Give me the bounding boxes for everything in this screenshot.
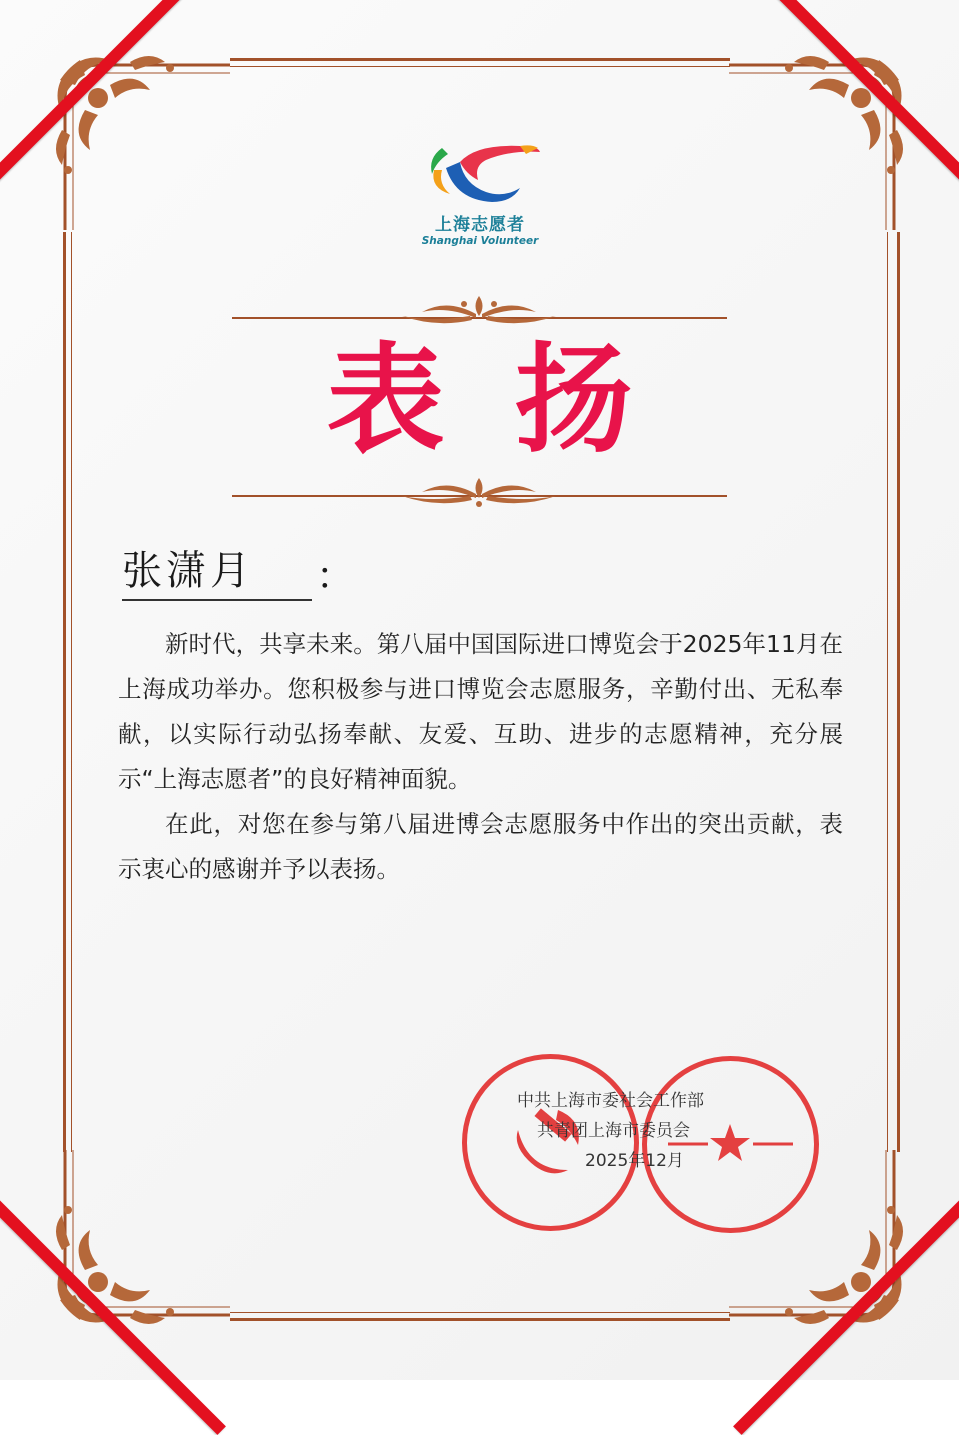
title-ornament-top-icon <box>232 288 727 328</box>
recipient-colon: ： <box>316 554 355 598</box>
issuer-name: 共青团上海市委员会 <box>537 1121 690 1141</box>
logo-name-en: Shanghai Volunteer <box>421 235 539 247</box>
frame-top-line-inner <box>230 66 730 67</box>
corner-ornament-icon <box>40 40 240 240</box>
certificate-body <box>118 622 843 892</box>
body-paragraph: 新时代，共享未来。第八届中国国际进口博览会于2025年11月在上海成功举办。您积极参与进口博览会志愿服务，辛勤付出、无私奉献，以实际行动弘扬奉献、友爱、互助、进步的志愿精神，充分展示“上海志愿者”的良好精神面貌。 <box>118 630 843 793</box>
shanghai-volunteer-emblem-icon <box>420 140 540 212</box>
issuer-name: 中共上海市委社会工作部 <box>517 1091 704 1111</box>
corner-ornament-icon <box>40 1140 240 1340</box>
corner-ornament-icon <box>719 40 919 240</box>
signature-block <box>505 1086 805 1176</box>
issue-date: 2025年12月 <box>585 1151 684 1171</box>
frame-bottom-line <box>230 1318 730 1321</box>
frame-bottom-line-inner <box>230 1312 730 1313</box>
title-ornament-bottom-icon <box>232 474 727 514</box>
frame-top-line <box>230 58 730 61</box>
recipient-name: 张潇月 <box>122 543 312 601</box>
shanghai-volunteer-logo <box>410 140 550 260</box>
certificate-title: 表扬 <box>326 330 703 469</box>
logo-name-cn: 上海志愿者 <box>435 215 525 235</box>
body-paragraph: 在此，对您在参与第八届进博会志愿服务中作出的突出贡献，表示衷心的感谢并予以表扬。 <box>118 810 843 883</box>
